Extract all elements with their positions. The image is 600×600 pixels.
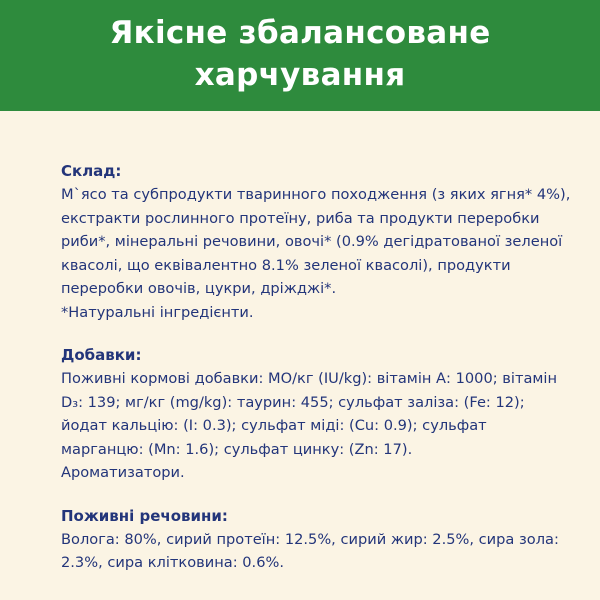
additives-line: Ароматизатори. (61, 464, 185, 481)
header-title-line-2: харчування (194, 57, 406, 93)
nutrients-line: 2.3%, сира клітковина: 0.6%. (61, 554, 284, 571)
label-content (61, 160, 581, 595)
composition-title: Склад: (61, 162, 122, 180)
composition-line: риби*, мінеральні речовини, овочі* (0.9% дегідратованої зеленої (61, 233, 563, 250)
nutrients-line: Волога: 80%, сирий протеїн: 12.5%, сирий жир: 2.5%, сира зола: (61, 530, 559, 548)
composition-line: М`ясо та субпродукти тваринного походження (з яких ягня* 4%), (61, 186, 571, 203)
nutrients-section (61, 505, 581, 575)
header-title-line-1: Якісне збалансоване (109, 15, 491, 51)
additives-line: Поживні кормові добавки: МО/кг (IU/kg): вітамін А: 1000; вітамін (61, 370, 557, 387)
additives-line: марганцю: (Mn: 1.6); сульфат цинку: (Zn: 17). (61, 440, 413, 458)
additives-title: Добавки: (61, 346, 142, 364)
composition-footnote: *Натуральні інгредієнти. (61, 303, 254, 321)
additives-line: йодат кальцію: (I: 0.3); сульфат міді: (Cu: 0.9); сульфат (61, 417, 487, 434)
nutrients-title: Поживні речовини: (61, 506, 228, 525)
header-banner (0, 0, 600, 111)
composition-section (61, 160, 581, 324)
composition-line: квасолі, що еквівалентно 8.1% зеленої квасолі), продукти (61, 256, 511, 274)
composition-line: переробки овочів, цукри, дріжджі*. (61, 280, 337, 297)
composition-line: екстракти рослинного протеїну, риба та продукти переробки (61, 209, 540, 227)
additives-section (61, 344, 581, 485)
additives-line: D₃: 139; мг/кг (mg/kg): таурин: 455; сульфат заліза: (Fe: 12); (61, 393, 525, 411)
